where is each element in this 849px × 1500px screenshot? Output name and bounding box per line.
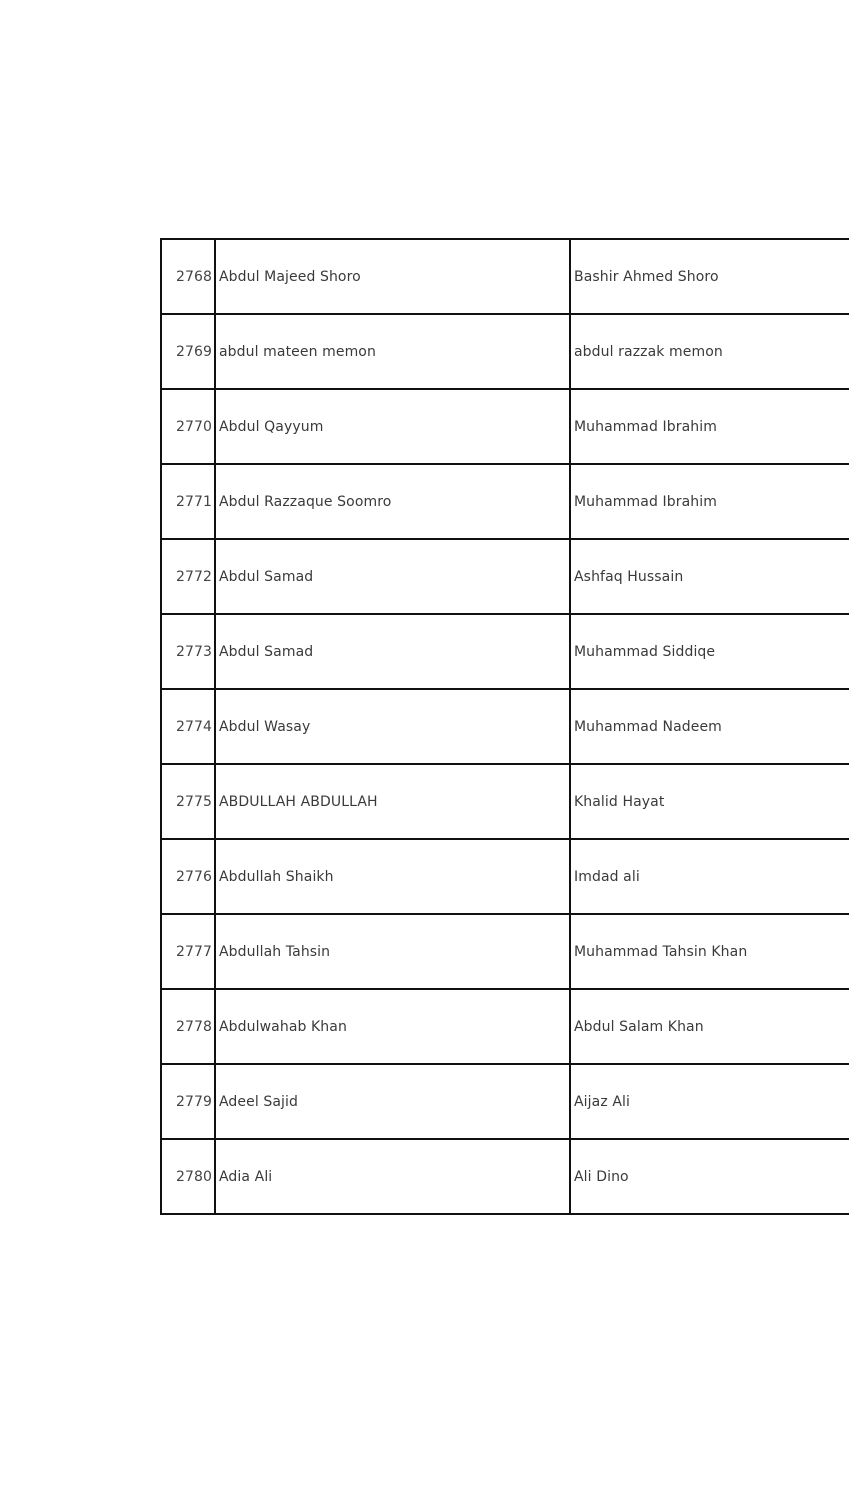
serial-number-cell: 2774: [161, 689, 215, 764]
name-cell: Abdullah Shaikh: [215, 839, 570, 914]
name-cell: Abdulwahab Khan: [215, 989, 570, 1064]
table-row: [161, 839, 849, 914]
table-row: [161, 989, 849, 1064]
name-cell: abdul mateen memon: [215, 314, 570, 389]
table-row: [161, 539, 849, 614]
serial-number-cell: 2770: [161, 389, 215, 464]
father-name-cell: Imdad ali: [570, 839, 849, 914]
father-name-cell: Muhammad Siddiqe: [570, 614, 849, 689]
father-name-cell: Bashir Ahmed Shoro: [570, 239, 849, 314]
serial-number-cell: 2777: [161, 914, 215, 989]
name-cell: Adeel Sajid: [215, 1064, 570, 1139]
father-name-cell: Muhammad Ibrahim: [570, 464, 849, 539]
table-row: [161, 1064, 849, 1139]
names-table-body: [161, 239, 849, 1214]
table-row: [161, 764, 849, 839]
serial-number-cell: 2769: [161, 314, 215, 389]
table-row: [161, 689, 849, 764]
name-cell: Abdul Wasay: [215, 689, 570, 764]
name-cell: Abdul Samad: [215, 539, 570, 614]
name-cell: Abdullah Tahsin: [215, 914, 570, 989]
table-row: [161, 314, 849, 389]
father-name-cell: Ashfaq Hussain: [570, 539, 849, 614]
table-row: [161, 1139, 849, 1214]
table-row: [161, 464, 849, 539]
serial-number-cell: 2776: [161, 839, 215, 914]
serial-number-cell: 2773: [161, 614, 215, 689]
father-name-cell: Muhammad Nadeem: [570, 689, 849, 764]
name-cell: Abdul Razzaque Soomro: [215, 464, 570, 539]
table-row: [161, 614, 849, 689]
serial-number-cell: 2778: [161, 989, 215, 1064]
serial-number-cell: 2775: [161, 764, 215, 839]
serial-number-cell: 2779: [161, 1064, 215, 1139]
father-name-cell: Ali Dino: [570, 1139, 849, 1214]
father-name-cell: Muhammad Tahsin Khan: [570, 914, 849, 989]
father-name-cell: Abdul Salam Khan: [570, 989, 849, 1064]
names-table: [160, 238, 849, 1215]
table-row: [161, 914, 849, 989]
name-cell: Abdul Samad: [215, 614, 570, 689]
table-row: [161, 389, 849, 464]
father-name-cell: Aijaz Ali: [570, 1064, 849, 1139]
father-name-cell: Khalid Hayat: [570, 764, 849, 839]
serial-number-cell: 2768: [161, 239, 215, 314]
father-name-cell: abdul razzak memon: [570, 314, 849, 389]
serial-number-cell: 2772: [161, 539, 215, 614]
name-cell: Adia Ali: [215, 1139, 570, 1214]
name-cell: ABDULLAH ABDULLAH: [215, 764, 570, 839]
table-row: [161, 239, 849, 314]
name-cell: Abdul Qayyum: [215, 389, 570, 464]
father-name-cell: Muhammad Ibrahim: [570, 389, 849, 464]
name-cell: Abdul Majeed Shoro: [215, 239, 570, 314]
serial-number-cell: 2771: [161, 464, 215, 539]
serial-number-cell: 2780: [161, 1139, 215, 1214]
